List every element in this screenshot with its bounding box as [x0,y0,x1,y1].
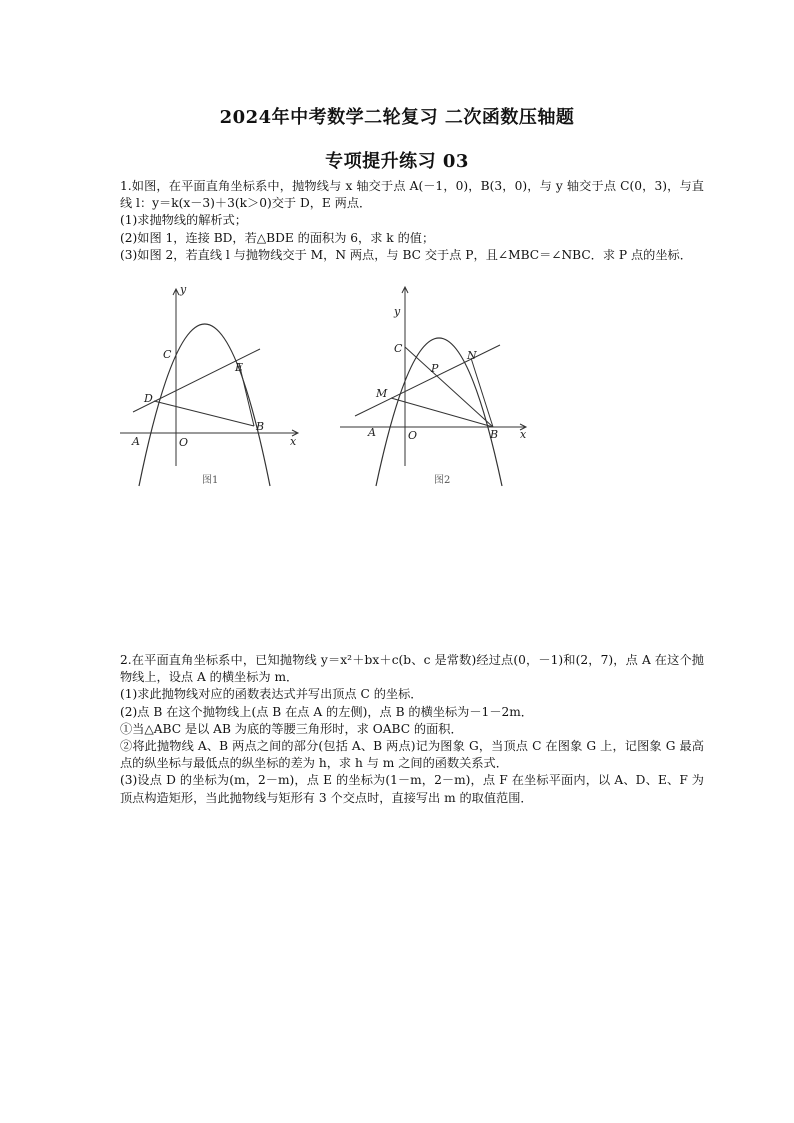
label-b: B [490,428,499,441]
label-p: P [431,362,439,375]
label-d: D [144,392,153,405]
label-e: E [235,361,244,374]
question-1 [120,178,704,264]
label-y: y [394,305,401,318]
document-title: 2024年中考数学二轮复习 二次函数压轴题 [219,107,575,128]
figure-1 [118,283,308,488]
question-2 [120,652,704,807]
label-x: x [520,428,527,441]
label-o: O [179,436,189,449]
label-o: O [408,429,418,442]
segment-bd [154,401,254,426]
question-2-stem: 2.在平面直角坐标系中，已知抛物线 y＝x²＋bx＋c(b、c 是常数)经过点(0，－1)和(2，7)，点 A 在这个抛物线上，设点 A 的横坐标为 m． [120,653,704,685]
question-1-part-2: (2)如图 1，连接 BD，若△BDE 的面积为 6，求 k 的值； [120,230,435,245]
label-m: M [376,387,388,400]
document-subtitle: 专项提升练习 03 [325,151,469,172]
question-1-stem: 1.如图，在平面直角坐标系中，抛物线与 x 轴交于点 A(－1，0)，B(3，0)，与 y 轴交于点 C(0，3)，与直线 l：y＝k(x－3)＋3(k＞0)交于 D，E 两点． [120,179,704,211]
question-1-part-1: (1)求抛物线的解析式； [120,213,247,228]
label-n: N [467,349,477,362]
question-2-part-1: (1)求此抛物线对应的函数表达式并写出顶点 C 的坐标． [120,687,423,702]
figure-2 [338,283,538,488]
label-c: C [163,348,172,361]
label-a: A [132,435,140,448]
question-2-part-2: (2)点 B 在这个抛物线上(点 B 在点 A 的左侧)，点 B 的横坐标为－1－2m． [120,704,533,719]
question-2-part-2a: ①当△ABC 是以 AB 为底的等腰三角形时，求 OABC 的面积． [120,721,463,736]
label-y: y [180,283,187,296]
label-x: x [290,435,297,448]
question-2-part-2b: ②将此抛物线 A、B 两点之间的部分(包括 A、B 两点)记为图象 G，当顶点 C 在图象 G 上，记图象 G 最高点的纵坐标与最低点的纵坐标的差为 h，求 h 与 m 之间的函数关系式． [120,739,704,771]
parabola [139,324,270,486]
label-b: B [256,420,265,433]
label-c: C [394,342,403,355]
question-1-part-3: (3)如图 2，若直线 l 与抛物线交于 M，N 两点，与 BC 交于点 P，且∠MBC＝∠NBC．求 P 点的坐标． [120,247,692,262]
figure-2-caption: 图2 [434,475,451,486]
question-2-part-3: (3)设点 D 的坐标为(m，2－m)，点 E 的坐标为(1－m，2－m)，点 F 在坐标平面内，以 A、D、E、F 为顶点构造矩形，当此抛物线与矩形有 3 个交点时，直接写出 m 的取值范围． [120,773,704,805]
figure-1-caption: 图1 [202,475,219,486]
label-a: A [368,426,376,439]
